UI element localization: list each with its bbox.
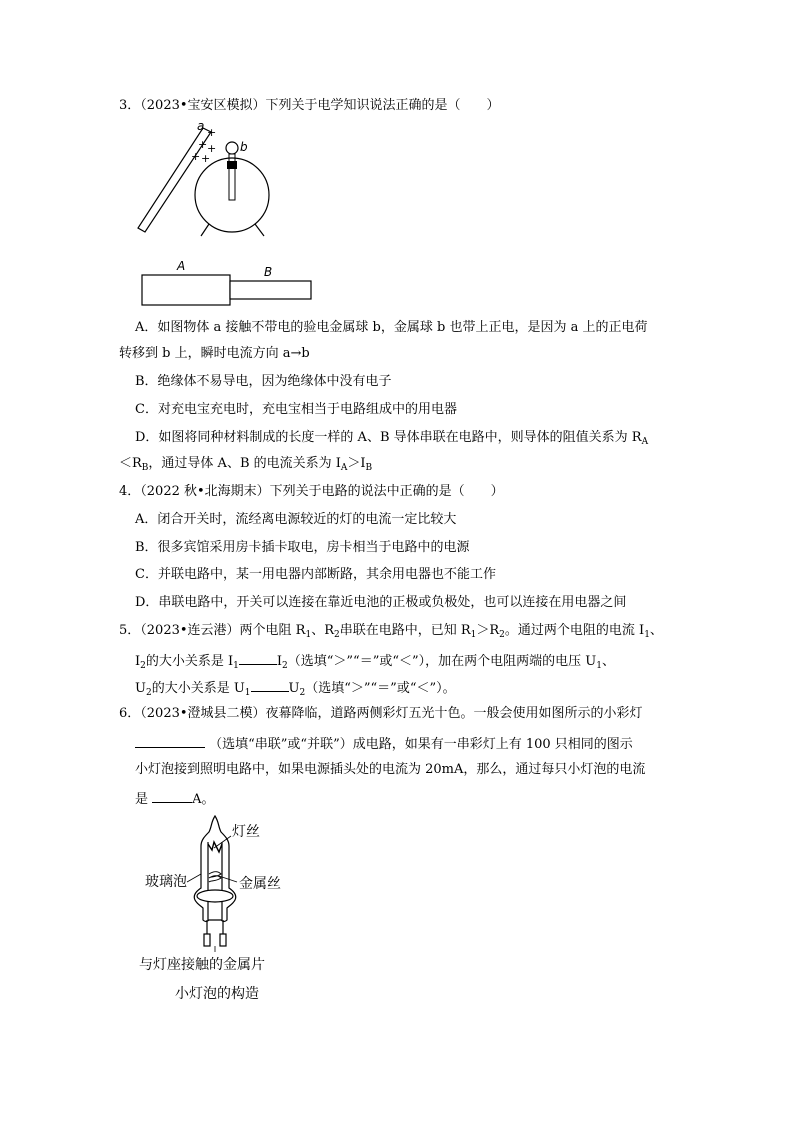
label-metal-contact: 与灯座接触的金属片	[139, 957, 265, 973]
q6-line1: 6．（2023•澄城县二模）夜幕降临，道路两侧彩灯五光十色。一般会使用如图所示的小彩灯	[119, 706, 643, 721]
q3-stem: 3．（2023•宝安区模拟）下列关于电学知识说法正确的是（ ）	[119, 98, 500, 113]
q6-line4: 是 A。	[135, 788, 215, 809]
stopper	[227, 161, 237, 169]
q3-option-b: B．绝缘体不易导电，因为绝缘体中没有电子	[135, 374, 392, 389]
label-filament: 灯丝	[232, 824, 260, 840]
leader-line	[187, 874, 201, 882]
plus-sign: +	[201, 152, 211, 165]
conductors-figure	[140, 256, 315, 308]
label-metal-wire: 金属丝	[239, 876, 281, 892]
q4-option-a: A．闭合开关时，流经离电源较近的灯的电流一定比较大	[135, 512, 457, 527]
answer-blank[interactable]	[135, 733, 205, 748]
small-bulb-figure	[135, 812, 295, 1008]
plus-sign: +	[207, 126, 217, 139]
plus-sign: +	[207, 142, 217, 155]
q3-option-c: C．对充电宝充电时，充电宝相当于电路组成中的用电器	[135, 402, 457, 417]
metal-contact	[220, 934, 226, 946]
metal-contact	[204, 934, 210, 946]
conductor-B	[230, 281, 311, 299]
electroscope-figure	[135, 118, 275, 243]
label-b: b	[240, 140, 248, 154]
jar-leg	[201, 224, 209, 236]
metal-rod	[229, 154, 235, 200]
jar-leg	[255, 224, 264, 236]
q3-option-a-line2: 转移到 b 上，瞬时电流方向 a→b	[119, 346, 310, 361]
label-glass-bulb: 玻璃泡	[145, 874, 187, 890]
q6-line3: 小灯泡接到照明电路中，如果电源插头处的电流为 20mA，那么，通过每只小灯泡的电流	[135, 762, 646, 777]
plus-sign: +	[198, 138, 208, 151]
q6-line2: （选填“串联”或“并联”）成电路，如果有一串彩灯上有 100 只相同的图示	[135, 733, 633, 754]
q4-option-d: D．串联电路中，开关可以连接在靠近电池的正极或负极处，也可以连接在用电器之间	[135, 595, 627, 610]
q5-line3: $U_2$的大小关系是 $U_1$ $U_2$（选填“＞”“＝”或“＜”）。	[135, 677, 456, 698]
q4-option-b: B．很多宾馆采用房卡插卡取电，房卡相当于电路中的电源	[135, 540, 470, 555]
conductor-A	[142, 275, 230, 305]
label-B: B	[264, 265, 273, 279]
glass-bead	[197, 890, 233, 902]
glass-bulb	[194, 816, 236, 922]
figure-caption: 小灯泡的构造	[175, 986, 259, 1002]
q3-option-d-line2: $<R_B$，通过导体 A、B 的电流关系为 $I_A>I_B$	[119, 456, 373, 473]
q5-line1: 5．（2023•连云港）两个电阻 $R_1$、$R_2$串联在电路中，已知 $R_1>R_2$。通过两个电阻的电流 $I_1$、	[119, 623, 663, 640]
q3-option-d-line1: D．如图将同种材料制成的长度一样的 A、B 导体串联在电路中，则导体的阻值关系为 $R_A$	[135, 430, 649, 447]
q4-stem: 4．（2022 秋•北海期末）下列关于电路的说法中正确的是（ ）	[119, 484, 504, 499]
q4-option-c: C．并联电路中，某一用电器内部断路，其余用电器也不能工作	[135, 567, 496, 582]
q3-option-a-line1: A．如图物体 a 接触不带电的验电金属球 b，金属球 b 也带上正电，是因为 a 上的正电荷	[135, 320, 648, 335]
q5-line2: $I_2$的大小关系是 $I_1$ $I_2$（选填“＞”“＝”或“＜”），加在两个电阻两端的电压 $U_1$、	[135, 650, 615, 671]
answer-blank[interactable]	[251, 677, 289, 692]
metal-ball	[226, 142, 238, 154]
label-a: a	[197, 119, 205, 133]
answer-blank[interactable]	[239, 650, 277, 665]
label-A: A	[177, 259, 186, 273]
answer-blank[interactable]	[152, 788, 192, 803]
plus-sign: +	[191, 150, 201, 163]
